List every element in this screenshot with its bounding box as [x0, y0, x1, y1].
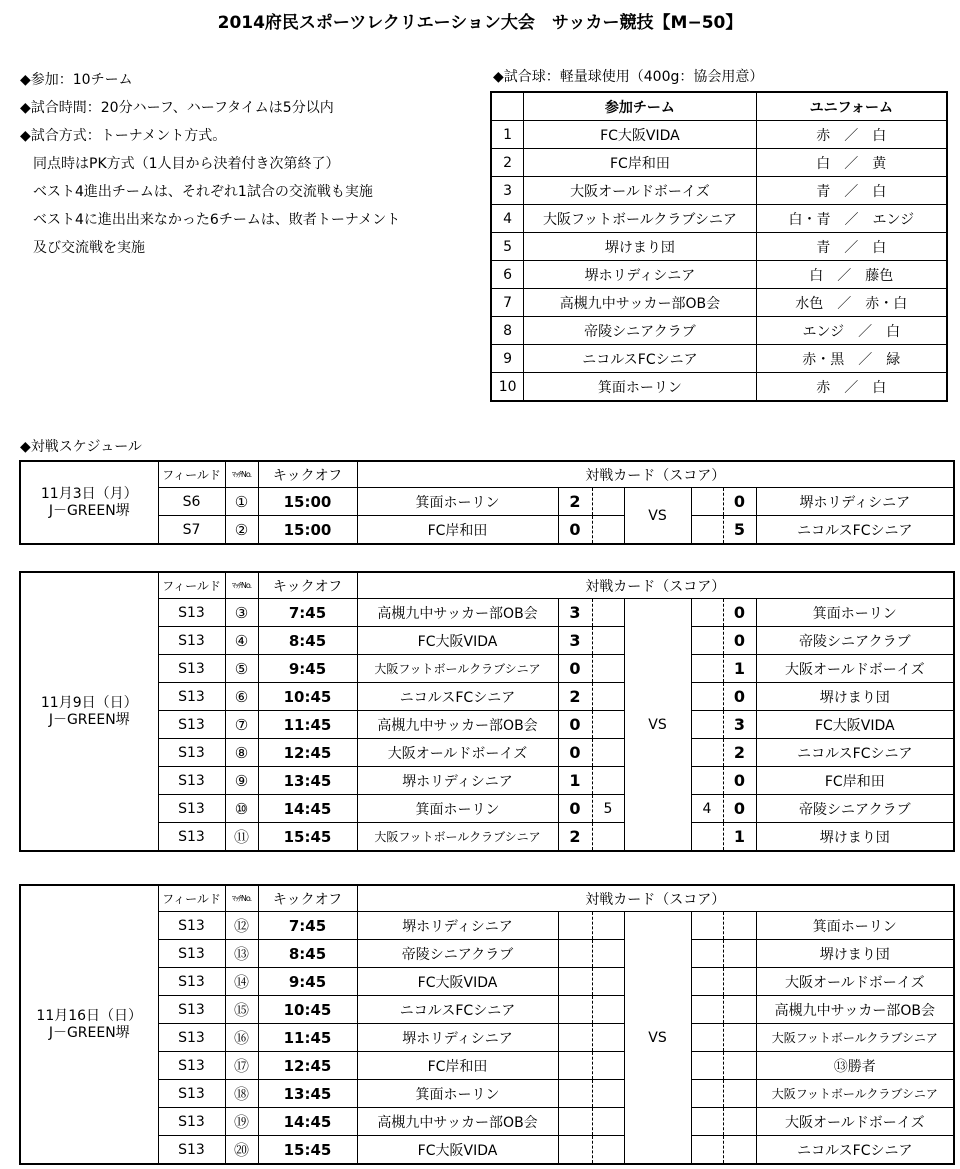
- away-score: 5: [723, 516, 756, 545]
- match-number: ③: [225, 599, 258, 627]
- match-row: [20, 795, 954, 823]
- away-pk: [691, 683, 723, 711]
- match-row: [20, 1052, 954, 1080]
- team-uniform: 青 ／ 白: [756, 177, 947, 205]
- team-row: [491, 205, 947, 233]
- team-uniform: 水色 ／ 赤・白: [756, 289, 947, 317]
- away-team: 堺けまり団: [756, 823, 954, 852]
- away-score: 0: [723, 488, 756, 516]
- away-team: 堺ホリディシニア: [756, 488, 954, 516]
- away-pk: [691, 599, 723, 627]
- team-uniform: 赤 ／ 白: [756, 373, 947, 402]
- team-no: 8: [491, 317, 524, 345]
- match-row: [20, 1024, 954, 1052]
- away-pk: [691, 627, 723, 655]
- match-field: S6: [158, 488, 225, 516]
- team-no: 10: [491, 373, 524, 402]
- away-score: [723, 1108, 756, 1136]
- match-kickoff: 7:45: [258, 599, 357, 627]
- match-number: ⑯: [225, 1024, 258, 1052]
- match-field: S13: [158, 1136, 225, 1165]
- schedule-header-row: [20, 461, 954, 488]
- team-no: 9: [491, 345, 524, 373]
- match-kickoff: 13:45: [258, 1080, 357, 1108]
- away-score: 1: [723, 655, 756, 683]
- match-row: [20, 823, 954, 852]
- match-field: S13: [158, 1052, 225, 1080]
- home-score: [558, 1136, 592, 1165]
- home-score: 3: [558, 627, 592, 655]
- home-pk: [592, 516, 624, 545]
- note-match-time: ◆試合時間：20分ハーフ、ハーフタイムは5分以内: [20, 100, 334, 116]
- home-score: 0: [558, 795, 592, 823]
- home-pk: 5: [592, 795, 624, 823]
- match-kickoff: 13:45: [258, 767, 357, 795]
- schedule-header-row: [20, 885, 954, 912]
- page-title: 2014府民スポーツレクリエーション大会 サッカー競技【M−50】: [217, 13, 743, 33]
- match-kickoff: 12:45: [258, 739, 357, 767]
- away-score: 3: [723, 711, 756, 739]
- vs-label: VS: [624, 912, 691, 1165]
- header-field: フィールド: [158, 572, 225, 599]
- match-field: S13: [158, 655, 225, 683]
- home-score: 2: [558, 823, 592, 852]
- home-team: FC大阪VIDA: [357, 627, 558, 655]
- home-pk: [592, 1136, 624, 1165]
- match-field: S13: [158, 711, 225, 739]
- match-kickoff: 9:45: [258, 968, 357, 996]
- away-pk: [691, 1052, 723, 1080]
- home-score: [558, 996, 592, 1024]
- away-score: [723, 968, 756, 996]
- home-team: FC大阪VIDA: [357, 1136, 558, 1165]
- home-team: 大阪フットボールクラブシニア: [357, 655, 558, 683]
- home-team: 堺ホリディシニア: [357, 767, 558, 795]
- team-uniform: 白 ／ 藤色: [756, 261, 947, 289]
- away-pk: [691, 516, 723, 545]
- match-field: S13: [158, 795, 225, 823]
- away-score: [723, 1052, 756, 1080]
- away-team: ニコルスFCシニア: [756, 1136, 954, 1165]
- match-number: ⑫: [225, 912, 258, 940]
- home-pk: [592, 627, 624, 655]
- match-number: ⑮: [225, 996, 258, 1024]
- home-score: 3: [558, 599, 592, 627]
- match-number: ⑪: [225, 823, 258, 852]
- match-field: S13: [158, 996, 225, 1024]
- teams-header-uniform: ユニフォーム: [756, 92, 947, 121]
- home-score: 2: [558, 488, 592, 516]
- home-team: 大阪オールドボーイズ: [357, 739, 558, 767]
- match-kickoff: 10:45: [258, 996, 357, 1024]
- away-pk: [691, 488, 723, 516]
- away-pk: [691, 1080, 723, 1108]
- home-team: ニコルスFCシニア: [357, 683, 558, 711]
- match-kickoff: 9:45: [258, 655, 357, 683]
- match-kickoff: 15:00: [258, 488, 357, 516]
- home-pk: [592, 1052, 624, 1080]
- team-uniform: 白・青 ／ エンジ: [756, 205, 947, 233]
- away-pk: [691, 996, 723, 1024]
- home-team: 箕面ホーリン: [357, 1080, 558, 1108]
- header-match-no: ﾏｯﾁNo.: [225, 572, 258, 599]
- match-field: S13: [158, 683, 225, 711]
- away-pk: [691, 940, 723, 968]
- away-pk: [691, 711, 723, 739]
- match-row: [20, 1136, 954, 1165]
- note-best4: ベスト4進出チームは、それぞれ1試合の交流戦も実施: [33, 184, 373, 200]
- home-team: 大阪フットボールクラブシニア: [357, 823, 558, 852]
- match-field: S13: [158, 739, 225, 767]
- home-pk: [592, 488, 624, 516]
- home-team: 堺ホリディシニア: [357, 1024, 558, 1052]
- home-pk: [592, 996, 624, 1024]
- team-uniform: 青 ／ 白: [756, 233, 947, 261]
- match-row: [20, 627, 954, 655]
- match-field: S13: [158, 599, 225, 627]
- away-pk: [691, 968, 723, 996]
- away-team: 大阪オールドボーイズ: [756, 968, 954, 996]
- match-kickoff: 11:45: [258, 711, 357, 739]
- home-team: 箕面ホーリン: [357, 795, 558, 823]
- match-kickoff: 11:45: [258, 1024, 357, 1052]
- away-team: 大阪フットボールクラブシニア: [756, 1080, 954, 1108]
- schedule-table-day-1: [19, 460, 955, 545]
- home-team: 帝陵シニアクラブ: [357, 940, 558, 968]
- note-losers: ベスト4に進出出来なかった6チームは、敗者トーナメント: [33, 212, 401, 228]
- match-date-text: 11月3日（月）: [40, 485, 138, 502]
- match-field: S13: [158, 940, 225, 968]
- team-row: [491, 121, 947, 149]
- away-team: 箕面ホーリン: [756, 599, 954, 627]
- team-name: 大阪フットボールクラブシニア: [524, 205, 756, 233]
- home-pk: [592, 940, 624, 968]
- away-pk: [691, 655, 723, 683]
- away-pk: [691, 1108, 723, 1136]
- away-pk: [691, 1136, 723, 1165]
- team-uniform: 白 ／ 黄: [756, 149, 947, 177]
- home-score: [558, 1080, 592, 1108]
- match-ball-note: ◆試合球：軽量球使用（400g：協会用意）: [493, 69, 764, 85]
- match-date-text: 11月9日（日）: [40, 694, 138, 711]
- team-no: 5: [491, 233, 524, 261]
- home-pk: [592, 1080, 624, 1108]
- away-team: 帝陵シニアクラブ: [756, 627, 954, 655]
- away-team: 堺けまり団: [756, 683, 954, 711]
- match-row: [20, 739, 954, 767]
- team-no: 4: [491, 205, 524, 233]
- home-pk: [592, 1024, 624, 1052]
- home-pk: [592, 599, 624, 627]
- team-uniform: エンジ ／ 白: [756, 317, 947, 345]
- away-score: 0: [723, 767, 756, 795]
- match-field: S13: [158, 968, 225, 996]
- match-field: S13: [158, 1108, 225, 1136]
- away-score: 0: [723, 795, 756, 823]
- match-field: S13: [158, 823, 225, 852]
- match-kickoff: 8:45: [258, 940, 357, 968]
- home-team: 高槻九中サッカー部OB会: [357, 1108, 558, 1136]
- match-number: ⑤: [225, 655, 258, 683]
- home-team: FC岸和田: [357, 1052, 558, 1080]
- match-row: [20, 488, 954, 516]
- match-number: ⑨: [225, 767, 258, 795]
- team-name: FC大阪VIDA: [524, 121, 756, 149]
- away-score: 2: [723, 739, 756, 767]
- team-no: 2: [491, 149, 524, 177]
- note-friendly: 及び交流戦を実施: [33, 240, 145, 256]
- team-name: 堺ホリディシニア: [524, 261, 756, 289]
- schedule-table-day-3: [19, 884, 955, 1165]
- match-number: ②: [225, 516, 258, 545]
- match-row: [20, 940, 954, 968]
- home-score: [558, 1024, 592, 1052]
- away-pk: [691, 767, 723, 795]
- match-field: S13: [158, 627, 225, 655]
- away-team: 大阪フットボールクラブシニア: [756, 1024, 954, 1052]
- match-date: [20, 572, 158, 851]
- match-venue: J－GREEN堺: [48, 711, 130, 728]
- home-pk: [592, 711, 624, 739]
- team-row: [491, 261, 947, 289]
- away-team: 高槻九中サッカー部OB会: [756, 996, 954, 1024]
- match-number: ⑱: [225, 1080, 258, 1108]
- note-format: ◆試合方式：トーナメント方式。: [20, 128, 227, 144]
- match-number: ⑭: [225, 968, 258, 996]
- home-team: 高槻九中サッカー部OB会: [357, 599, 558, 627]
- match-row: [20, 683, 954, 711]
- team-name: 堺けまり団: [524, 233, 756, 261]
- away-team: 堺けまり団: [756, 940, 954, 968]
- header-kickoff: キックオフ: [258, 572, 357, 599]
- match-field: S13: [158, 1024, 225, 1052]
- team-no: 1: [491, 121, 524, 149]
- home-score: [558, 1108, 592, 1136]
- home-score: 2: [558, 683, 592, 711]
- teams-header-team: 参加チーム: [524, 92, 756, 121]
- team-name: 大阪オールドボーイズ: [524, 177, 756, 205]
- team-uniform: 赤・黒 ／ 緑: [756, 345, 947, 373]
- team-name: 高槻九中サッカー部OB会: [524, 289, 756, 317]
- away-pk: [691, 823, 723, 852]
- match-kickoff: 15:45: [258, 1136, 357, 1165]
- home-score: 0: [558, 655, 592, 683]
- match-venue: J－GREEN堺: [48, 502, 130, 519]
- home-score: 0: [558, 711, 592, 739]
- match-row: [20, 912, 954, 940]
- home-team: ニコルスFCシニア: [357, 996, 558, 1024]
- header-kickoff: キックオフ: [258, 885, 357, 912]
- home-pk: [592, 823, 624, 852]
- team-uniform: 赤 ／ 白: [756, 121, 947, 149]
- home-team: FC岸和田: [357, 516, 558, 545]
- header-card: 対戦カード（スコア）: [357, 885, 954, 912]
- away-team: 帝陵シニアクラブ: [756, 795, 954, 823]
- team-no: 6: [491, 261, 524, 289]
- away-score: [723, 1024, 756, 1052]
- match-row: [20, 996, 954, 1024]
- header-card: 対戦カード（スコア）: [357, 572, 954, 599]
- match-kickoff: 14:45: [258, 1108, 357, 1136]
- away-score: [723, 940, 756, 968]
- teams-table: [490, 91, 948, 402]
- home-team: 高槻九中サッカー部OB会: [357, 711, 558, 739]
- match-number: ⑳: [225, 1136, 258, 1165]
- vs-label: VS: [624, 599, 691, 852]
- home-team: 堺ホリディシニア: [357, 912, 558, 940]
- away-score: 0: [723, 599, 756, 627]
- match-number: ⑥: [225, 683, 258, 711]
- away-team: 大阪オールドボーイズ: [756, 1108, 954, 1136]
- team-row: [491, 345, 947, 373]
- match-kickoff: 8:45: [258, 627, 357, 655]
- away-team: FC大阪VIDA: [756, 711, 954, 739]
- match-kickoff: 14:45: [258, 795, 357, 823]
- team-row: [491, 289, 947, 317]
- away-pk: [691, 1024, 723, 1052]
- home-score: [558, 912, 592, 940]
- match-kickoff: 15:00: [258, 516, 357, 545]
- home-score: 0: [558, 516, 592, 545]
- match-field: S13: [158, 912, 225, 940]
- match-row: [20, 711, 954, 739]
- away-score: 1: [723, 823, 756, 852]
- match-number: ①: [225, 488, 258, 516]
- header-card: 対戦カード（スコア）: [357, 461, 954, 488]
- home-score: [558, 968, 592, 996]
- away-pk: 4: [691, 795, 723, 823]
- header-match-no: ﾏｯﾁNo.: [225, 885, 258, 912]
- match-row: [20, 767, 954, 795]
- team-row: [491, 149, 947, 177]
- match-number: ⑦: [225, 711, 258, 739]
- match-number: ⑲: [225, 1108, 258, 1136]
- team-name: ニコルスFCシニア: [524, 345, 756, 373]
- teams-header-row: [491, 92, 947, 121]
- header-kickoff: キックオフ: [258, 461, 357, 488]
- away-score: 0: [723, 683, 756, 711]
- home-pk: [592, 968, 624, 996]
- match-number: ⑬: [225, 940, 258, 968]
- home-pk: [592, 912, 624, 940]
- match-number: ④: [225, 627, 258, 655]
- team-no: 7: [491, 289, 524, 317]
- match-field: S7: [158, 516, 225, 545]
- team-name: 帝陵シニアクラブ: [524, 317, 756, 345]
- home-pk: [592, 767, 624, 795]
- match-number: ⑧: [225, 739, 258, 767]
- away-pk: [691, 912, 723, 940]
- away-pk: [691, 739, 723, 767]
- home-score: [558, 1052, 592, 1080]
- note-pk: 同点時はPK方式（1人目から決着付き次第終了）: [33, 156, 340, 172]
- match-kickoff: 7:45: [258, 912, 357, 940]
- team-name: 箕面ホーリン: [524, 373, 756, 402]
- header-field: フィールド: [158, 885, 225, 912]
- home-team: 箕面ホーリン: [357, 488, 558, 516]
- team-row: [491, 177, 947, 205]
- team-name: FC岸和田: [524, 149, 756, 177]
- vs-label: VS: [624, 488, 691, 545]
- header-field: フィールド: [158, 461, 225, 488]
- tournament-notes: [20, 66, 400, 262]
- home-score: [558, 940, 592, 968]
- team-row: [491, 233, 947, 261]
- home-pk: [592, 683, 624, 711]
- home-pk: [592, 655, 624, 683]
- home-pk: [592, 739, 624, 767]
- match-venue: J－GREEN堺: [48, 1024, 130, 1041]
- away-team: ニコルスFCシニア: [756, 739, 954, 767]
- match-date: [20, 885, 158, 1164]
- home-score: 0: [558, 739, 592, 767]
- match-row: [20, 516, 954, 545]
- away-score: [723, 1136, 756, 1165]
- schedule-caption: ◆対戦スケジュール: [20, 439, 142, 455]
- match-row: [20, 968, 954, 996]
- match-row: [20, 1108, 954, 1136]
- match-date: [20, 461, 158, 544]
- teams-header-no: [491, 92, 524, 121]
- match-date-text: 11月16日（日）: [36, 1007, 143, 1024]
- away-team: 箕面ホーリン: [756, 912, 954, 940]
- schedule-table-day-2: [19, 571, 955, 852]
- match-row: [20, 1080, 954, 1108]
- match-number: ⑩: [225, 795, 258, 823]
- note-participants: ◆参加：10チーム: [20, 72, 133, 88]
- match-number: ⑰: [225, 1052, 258, 1080]
- home-pk: [592, 1108, 624, 1136]
- match-field: S13: [158, 767, 225, 795]
- team-row: [491, 317, 947, 345]
- away-score: 0: [723, 627, 756, 655]
- match-kickoff: 12:45: [258, 1052, 357, 1080]
- away-score: [723, 1080, 756, 1108]
- match-kickoff: 15:45: [258, 823, 357, 852]
- team-no: 3: [491, 177, 524, 205]
- match-row: [20, 599, 954, 627]
- match-field: S13: [158, 1080, 225, 1108]
- away-score: [723, 996, 756, 1024]
- header-match-no: ﾏｯﾁNo.: [225, 461, 258, 488]
- schedule-header-row: [20, 572, 954, 599]
- away-team: 大阪オールドボーイズ: [756, 655, 954, 683]
- team-row: [491, 373, 947, 402]
- match-row: [20, 655, 954, 683]
- away-team: ⑬勝者: [756, 1052, 954, 1080]
- away-score: [723, 912, 756, 940]
- match-kickoff: 10:45: [258, 683, 357, 711]
- away-team: ニコルスFCシニア: [756, 516, 954, 545]
- home-score: 1: [558, 767, 592, 795]
- away-team: FC岸和田: [756, 767, 954, 795]
- home-team: FC大阪VIDA: [357, 968, 558, 996]
